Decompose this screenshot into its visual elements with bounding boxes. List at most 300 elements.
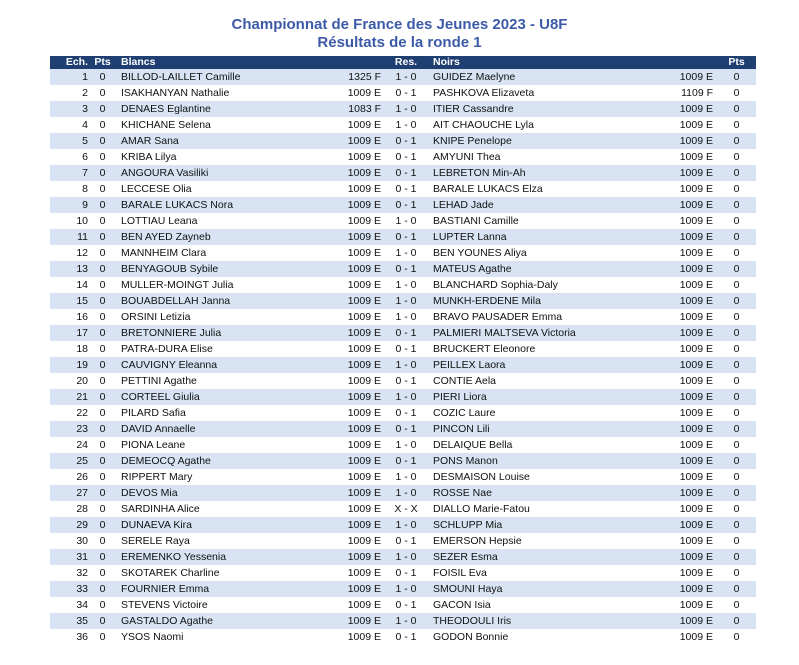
black-rating: 1009 E — [657, 69, 717, 85]
table-header-row — [50, 56, 756, 69]
result: 0 - 1 — [385, 325, 427, 341]
black-points: 0 — [717, 389, 756, 405]
black-rating: 1009 E — [657, 453, 717, 469]
black-points: 0 — [717, 85, 756, 101]
white-points: 0 — [90, 565, 115, 581]
result: 1 - 0 — [385, 277, 427, 293]
table-row — [50, 389, 756, 405]
board-number: 12 — [50, 245, 90, 261]
board-number: 14 — [50, 277, 90, 293]
black-rating: 1009 E — [657, 549, 717, 565]
black-rating: 1009 E — [657, 229, 717, 245]
black-points: 0 — [717, 565, 756, 581]
black-player: BLANCHARD Sophia-Daly — [427, 277, 657, 293]
white-player: YSOS Naomi — [115, 629, 330, 645]
black-rating: 1009 E — [657, 629, 717, 645]
white-rating: 1325 F — [330, 69, 385, 85]
result: 1 - 0 — [385, 213, 427, 229]
table-row — [50, 549, 756, 565]
white-points: 0 — [90, 389, 115, 405]
result: 0 - 1 — [385, 453, 427, 469]
white-rating: 1009 E — [330, 629, 385, 645]
black-player: GODON Bonnie — [427, 629, 657, 645]
table-row — [50, 117, 756, 133]
result: 0 - 1 — [385, 421, 427, 437]
black-points: 0 — [717, 117, 756, 133]
white-rating: 1009 E — [330, 85, 385, 101]
white-player: AMAR Sana — [115, 133, 330, 149]
white-points: 0 — [90, 597, 115, 613]
black-player: MATEUS Agathe — [427, 261, 657, 277]
result: 0 - 1 — [385, 341, 427, 357]
black-rating: 1009 E — [657, 197, 717, 213]
board-number: 16 — [50, 309, 90, 325]
white-player: BOUABDELLAH Janna — [115, 293, 330, 309]
white-rating: 1009 E — [330, 213, 385, 229]
board-number: 27 — [50, 485, 90, 501]
black-points: 0 — [717, 149, 756, 165]
white-player: SARDINHA Alice — [115, 501, 330, 517]
result: 0 - 1 — [385, 533, 427, 549]
black-player: PEILLEX Laora — [427, 357, 657, 373]
table-row — [50, 133, 756, 149]
black-points: 0 — [717, 69, 756, 85]
table-row — [50, 341, 756, 357]
white-rating: 1009 E — [330, 597, 385, 613]
black-player: BASTIANI Camille — [427, 213, 657, 229]
result: 0 - 1 — [385, 165, 427, 181]
result: 1 - 0 — [385, 469, 427, 485]
white-points: 0 — [90, 629, 115, 645]
black-points: 0 — [717, 469, 756, 485]
black-player: EMERSON Hepsie — [427, 533, 657, 549]
black-player: BARALE LUKACS Elza — [427, 181, 657, 197]
black-rating: 1109 F — [657, 85, 717, 101]
black-points: 0 — [717, 325, 756, 341]
white-points: 0 — [90, 293, 115, 309]
black-points: 0 — [717, 229, 756, 245]
black-points: 0 — [717, 421, 756, 437]
white-rating: 1009 E — [330, 197, 385, 213]
white-player: LOTTIAU Leana — [115, 213, 330, 229]
white-rating: 1009 E — [330, 181, 385, 197]
white-points: 0 — [90, 197, 115, 213]
white-rating: 1009 E — [330, 325, 385, 341]
table-row — [50, 581, 756, 597]
white-rating: 1009 E — [330, 565, 385, 581]
table-row — [50, 629, 756, 645]
result: 1 - 0 — [385, 485, 427, 501]
black-rating: 1009 E — [657, 325, 717, 341]
black-player: ROSSE Nae — [427, 485, 657, 501]
white-points: 0 — [90, 325, 115, 341]
black-points: 0 — [717, 613, 756, 629]
header-pts: Pts — [90, 56, 115, 69]
white-rating: 1009 E — [330, 581, 385, 597]
white-player: SKOTAREK Charline — [115, 565, 330, 581]
board-number: 11 — [50, 229, 90, 245]
header-ech: Ech. — [50, 56, 90, 69]
result: 0 - 1 — [385, 181, 427, 197]
white-points: 0 — [90, 277, 115, 293]
board-number: 15 — [50, 293, 90, 309]
table-row — [50, 261, 756, 277]
black-rating: 1009 E — [657, 181, 717, 197]
table-row — [50, 453, 756, 469]
black-rating: 1009 E — [657, 581, 717, 597]
table-row — [50, 421, 756, 437]
result: 1 - 0 — [385, 117, 427, 133]
black-player: DIALLO Marie-Fatou — [427, 501, 657, 517]
page-subtitle: Résultats de la ronde 1 — [317, 34, 482, 51]
board-number: 24 — [50, 437, 90, 453]
white-player: PILARD Safia — [115, 405, 330, 421]
black-player: BRAVO PAUSADER Emma — [427, 309, 657, 325]
white-rating: 1009 E — [330, 405, 385, 421]
table-row — [50, 517, 756, 533]
result: 1 - 0 — [385, 517, 427, 533]
white-player: PETTINI Agathe — [115, 373, 330, 389]
white-rating: 1009 E — [330, 517, 385, 533]
black-player: LEBRETON Min-Ah — [427, 165, 657, 181]
result: 0 - 1 — [385, 629, 427, 645]
table-row — [50, 149, 756, 165]
black-player: MUNKH-ERDENE Mila — [427, 293, 657, 309]
result: 1 - 0 — [385, 309, 427, 325]
white-points: 0 — [90, 453, 115, 469]
black-points: 0 — [717, 629, 756, 645]
black-player: PINCON Lili — [427, 421, 657, 437]
result: X - X — [385, 501, 427, 517]
black-rating: 1009 E — [657, 133, 717, 149]
white-player: PATRA-DURA Elise — [115, 341, 330, 357]
black-points: 0 — [717, 341, 756, 357]
result: 0 - 1 — [385, 229, 427, 245]
white-points: 0 — [90, 517, 115, 533]
board-number: 19 — [50, 357, 90, 373]
black-rating: 1009 E — [657, 517, 717, 533]
board-number: 30 — [50, 533, 90, 549]
black-points: 0 — [717, 293, 756, 309]
black-points: 0 — [717, 309, 756, 325]
board-number: 35 — [50, 613, 90, 629]
black-points: 0 — [717, 261, 756, 277]
board-number: 3 — [50, 101, 90, 117]
white-rating: 1009 E — [330, 149, 385, 165]
table-row — [50, 501, 756, 517]
board-number: 29 — [50, 517, 90, 533]
result: 0 - 1 — [385, 149, 427, 165]
black-rating: 1009 E — [657, 501, 717, 517]
black-player: GACON Isia — [427, 597, 657, 613]
white-points: 0 — [90, 485, 115, 501]
white-points: 0 — [90, 309, 115, 325]
result: 1 - 0 — [385, 69, 427, 85]
table-row — [50, 325, 756, 341]
white-points: 0 — [90, 437, 115, 453]
board-number: 25 — [50, 453, 90, 469]
table-row — [50, 277, 756, 293]
black-points: 0 — [717, 213, 756, 229]
black-points: 0 — [717, 597, 756, 613]
results-table — [50, 56, 756, 645]
result: 0 - 1 — [385, 197, 427, 213]
black-player: SCHLUPP Mia — [427, 517, 657, 533]
black-player: ITIER Cassandre — [427, 101, 657, 117]
board-number: 18 — [50, 341, 90, 357]
table-row — [50, 229, 756, 245]
white-rating: 1009 E — [330, 469, 385, 485]
white-points: 0 — [90, 101, 115, 117]
white-rating: 1009 E — [330, 501, 385, 517]
black-player: PASHKOVA Elizaveta — [427, 85, 657, 101]
black-player: SEZER Esma — [427, 549, 657, 565]
white-player: STEVENS Victoire — [115, 597, 330, 613]
black-points: 0 — [717, 549, 756, 565]
table-row — [50, 437, 756, 453]
white-points: 0 — [90, 357, 115, 373]
result: 0 - 1 — [385, 373, 427, 389]
header-black-elo — [657, 56, 717, 69]
black-rating: 1009 E — [657, 565, 717, 581]
black-points: 0 — [717, 357, 756, 373]
black-player: DESMAISON Louise — [427, 469, 657, 485]
white-player: ORSINI Letizia — [115, 309, 330, 325]
black-rating: 1009 E — [657, 405, 717, 421]
black-player: PONS Manon — [427, 453, 657, 469]
white-player: BENYAGOUB Sybile — [115, 261, 330, 277]
white-points: 0 — [90, 117, 115, 133]
board-number: 26 — [50, 469, 90, 485]
board-number: 10 — [50, 213, 90, 229]
table-row — [50, 533, 756, 549]
result: 1 - 0 — [385, 101, 427, 117]
black-points: 0 — [717, 245, 756, 261]
black-rating: 1009 E — [657, 357, 717, 373]
white-rating: 1009 E — [330, 437, 385, 453]
black-rating: 1009 E — [657, 101, 717, 117]
result: 1 - 0 — [385, 581, 427, 597]
white-player: KHICHANE Selena — [115, 117, 330, 133]
black-rating: 1009 E — [657, 613, 717, 629]
white-player: ANGOURA Vasiliki — [115, 165, 330, 181]
black-rating: 1009 E — [657, 437, 717, 453]
table-row — [50, 213, 756, 229]
white-player: DAVID Annaelle — [115, 421, 330, 437]
white-rating: 1083 F — [330, 101, 385, 117]
white-player: MULLER-MOINGT Julia — [115, 277, 330, 293]
black-points: 0 — [717, 277, 756, 293]
header-blancs: Blancs — [115, 56, 330, 69]
result: 1 - 0 — [385, 613, 427, 629]
black-points: 0 — [717, 453, 756, 469]
black-rating: 1009 E — [657, 309, 717, 325]
table-row — [50, 357, 756, 373]
black-rating: 1009 E — [657, 149, 717, 165]
black-player: PIERI Liora — [427, 389, 657, 405]
table-row — [50, 293, 756, 309]
black-player: SMOUNI Haya — [427, 581, 657, 597]
white-player: EREMENKO Yessenia — [115, 549, 330, 565]
result: 1 - 0 — [385, 293, 427, 309]
black-rating: 1009 E — [657, 533, 717, 549]
white-player: FOURNIER Emma — [115, 581, 330, 597]
black-points: 0 — [717, 501, 756, 517]
table-row — [50, 85, 756, 101]
board-number: 31 — [50, 549, 90, 565]
black-player: DELAIQUE Bella — [427, 437, 657, 453]
white-points: 0 — [90, 613, 115, 629]
black-player: LUPTER Lanna — [427, 229, 657, 245]
header-pts-black: Pts — [717, 56, 756, 69]
black-points: 0 — [717, 437, 756, 453]
black-points: 0 — [717, 181, 756, 197]
result: 0 - 1 — [385, 133, 427, 149]
board-number: 4 — [50, 117, 90, 133]
white-player: DEVOS Mia — [115, 485, 330, 501]
board-number: 17 — [50, 325, 90, 341]
white-player: PIONA Leane — [115, 437, 330, 453]
black-points: 0 — [717, 581, 756, 597]
black-player: AMYUNI Thea — [427, 149, 657, 165]
white-rating: 1009 E — [330, 309, 385, 325]
white-rating: 1009 E — [330, 389, 385, 405]
black-points: 0 — [717, 533, 756, 549]
white-rating: 1009 E — [330, 373, 385, 389]
black-player: GUIDEZ Maelyne — [427, 69, 657, 85]
white-player: RIPPERT Mary — [115, 469, 330, 485]
table-row — [50, 181, 756, 197]
result: 1 - 0 — [385, 437, 427, 453]
black-rating: 1009 E — [657, 117, 717, 133]
white-points: 0 — [90, 85, 115, 101]
white-player: BILLOD-LAILLET Camille — [115, 69, 330, 85]
white-rating: 1009 E — [330, 261, 385, 277]
board-number: 8 — [50, 181, 90, 197]
table-row — [50, 613, 756, 629]
result: 1 - 0 — [385, 389, 427, 405]
board-number: 5 — [50, 133, 90, 149]
board-number: 13 — [50, 261, 90, 277]
white-rating: 1009 E — [330, 341, 385, 357]
result: 0 - 1 — [385, 597, 427, 613]
table-row — [50, 469, 756, 485]
white-points: 0 — [90, 261, 115, 277]
black-rating: 1009 E — [657, 245, 717, 261]
white-rating: 1009 E — [330, 533, 385, 549]
white-points: 0 — [90, 469, 115, 485]
black-player: BEN YOUNES Aliya — [427, 245, 657, 261]
board-number: 20 — [50, 373, 90, 389]
table-row — [50, 245, 756, 261]
black-player: THEODOULI Iris — [427, 613, 657, 629]
white-rating: 1009 E — [330, 453, 385, 469]
header-white-elo — [330, 56, 385, 69]
white-points: 0 — [90, 373, 115, 389]
board-number: 32 — [50, 565, 90, 581]
black-points: 0 — [717, 405, 756, 421]
white-points: 0 — [90, 133, 115, 149]
white-points: 0 — [90, 149, 115, 165]
white-points: 0 — [90, 501, 115, 517]
result: 1 - 0 — [385, 357, 427, 373]
page-title: Championnat de France des Jeunes 2023 - U8F — [231, 16, 568, 33]
board-number: 34 — [50, 597, 90, 613]
white-points: 0 — [90, 69, 115, 85]
white-player: SERELE Raya — [115, 533, 330, 549]
black-rating: 1009 E — [657, 421, 717, 437]
white-player: GASTALDO Agathe — [115, 613, 330, 629]
header-noirs: Noirs — [427, 56, 657, 69]
white-player: DEMEOCQ Agathe — [115, 453, 330, 469]
white-rating: 1009 E — [330, 421, 385, 437]
white-points: 0 — [90, 213, 115, 229]
white-points: 0 — [90, 229, 115, 245]
black-points: 0 — [717, 517, 756, 533]
white-player: CAUVIGNY Eleanna — [115, 357, 330, 373]
white-player: KRIBA Lilya — [115, 149, 330, 165]
table-row — [50, 373, 756, 389]
board-number: 22 — [50, 405, 90, 421]
table-row — [50, 485, 756, 501]
black-player: AIT CHAOUCHE Lyla — [427, 117, 657, 133]
result: 1 - 0 — [385, 245, 427, 261]
board-number: 23 — [50, 421, 90, 437]
table-row — [50, 309, 756, 325]
black-points: 0 — [717, 485, 756, 501]
black-points: 0 — [717, 373, 756, 389]
black-player: KNIPE Penelope — [427, 133, 657, 149]
white-player: CORTEEL Giulia — [115, 389, 330, 405]
black-player: BRUCKERT Eleonore — [427, 341, 657, 357]
table-row — [50, 597, 756, 613]
board-number: 7 — [50, 165, 90, 181]
board-number: 9 — [50, 197, 90, 213]
white-player: BEN AYED Zayneb — [115, 229, 330, 245]
black-rating: 1009 E — [657, 341, 717, 357]
white-rating: 1009 E — [330, 165, 385, 181]
result: 0 - 1 — [385, 405, 427, 421]
white-rating: 1009 E — [330, 485, 385, 501]
table-row — [50, 197, 756, 213]
white-rating: 1009 E — [330, 277, 385, 293]
table-row — [50, 565, 756, 581]
result: 0 - 1 — [385, 85, 427, 101]
result: 0 - 1 — [385, 261, 427, 277]
black-rating: 1009 E — [657, 389, 717, 405]
table-row — [50, 101, 756, 117]
table-row — [50, 165, 756, 181]
white-player: ISAKHANYAN Nathalie — [115, 85, 330, 101]
white-points: 0 — [90, 405, 115, 421]
header-res: Res. — [385, 56, 427, 69]
results-body — [50, 69, 756, 645]
black-rating: 1009 E — [657, 469, 717, 485]
black-points: 0 — [717, 197, 756, 213]
white-rating: 1009 E — [330, 613, 385, 629]
white-rating: 1009 E — [330, 245, 385, 261]
result: 0 - 1 — [385, 565, 427, 581]
board-number: 6 — [50, 149, 90, 165]
white-rating: 1009 E — [330, 549, 385, 565]
white-rating: 1009 E — [330, 229, 385, 245]
black-rating: 1009 E — [657, 373, 717, 389]
white-player: BRETONNIERE Julia — [115, 325, 330, 341]
table-row — [50, 405, 756, 421]
white-points: 0 — [90, 533, 115, 549]
black-rating: 1009 E — [657, 213, 717, 229]
black-rating: 1009 E — [657, 261, 717, 277]
